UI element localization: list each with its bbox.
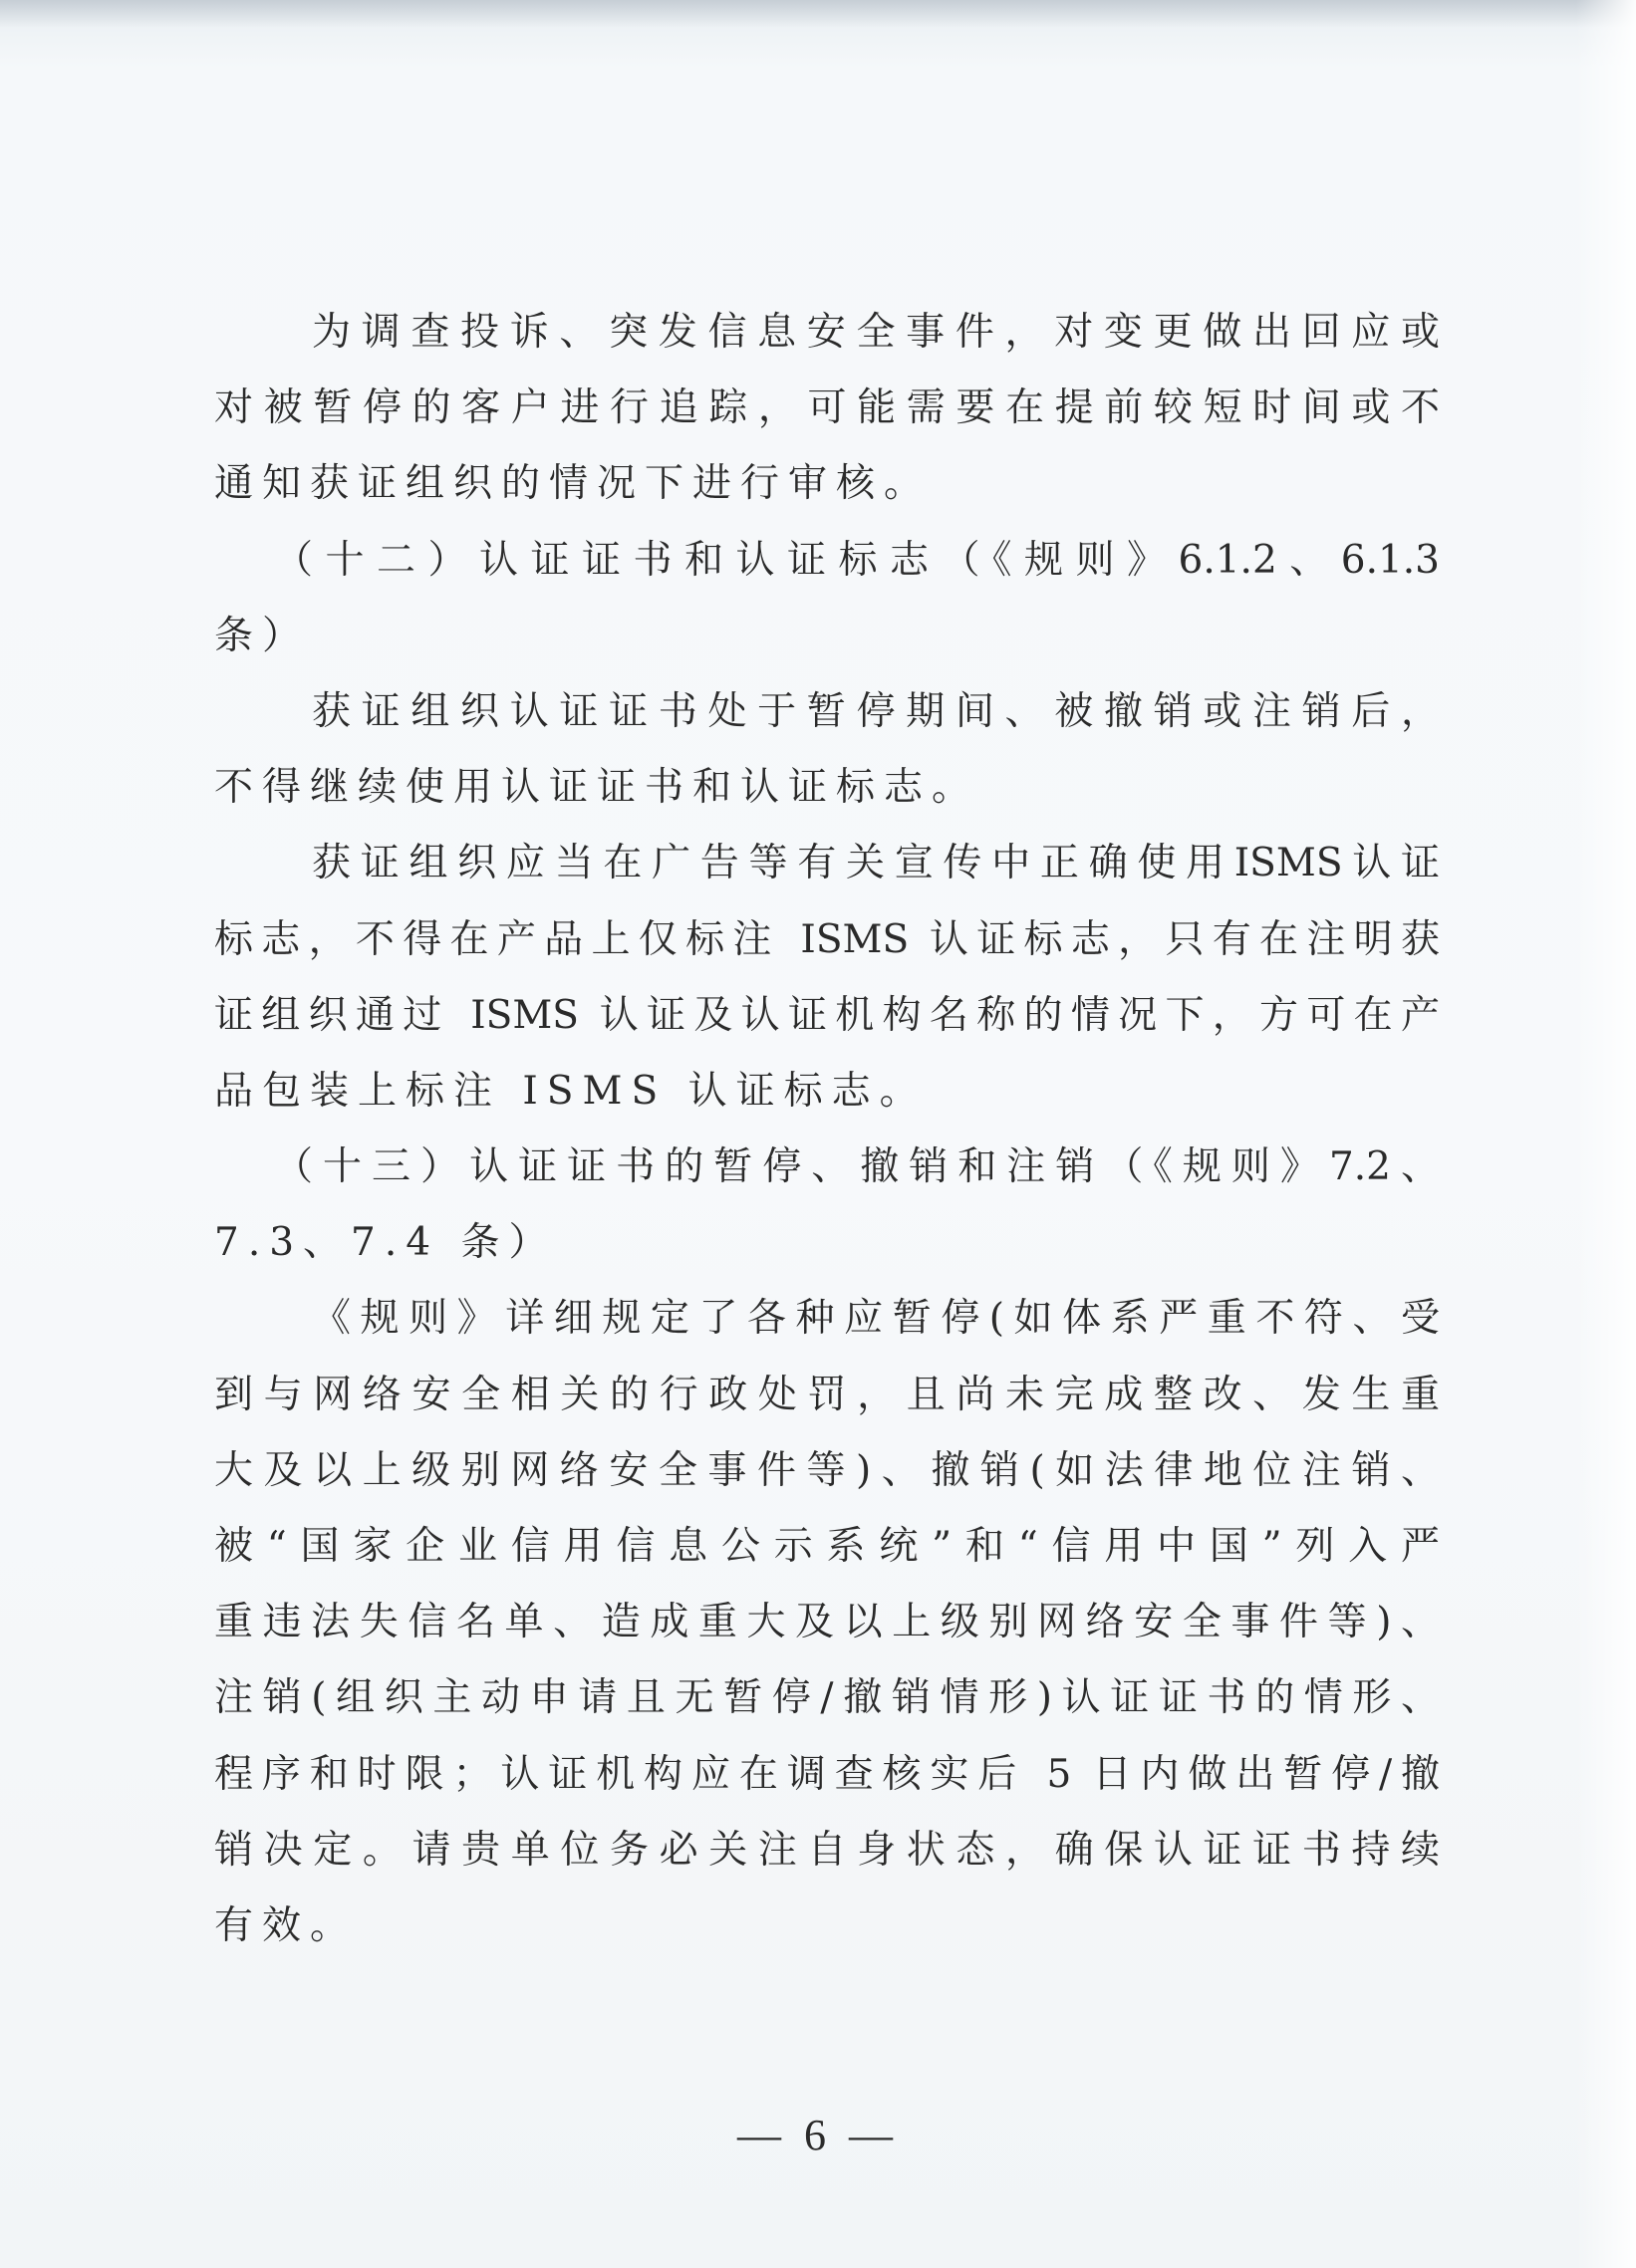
paragraph-certificate-use-restriction xyxy=(214,674,1440,826)
text-line: 被“国家企业信用信息公示系统”和“信用中国”列入严 xyxy=(214,1524,1440,1569)
heading-line: 条） xyxy=(214,613,311,658)
text-line: 不得继续使用认证证书和认证标志。 xyxy=(214,765,980,811)
page-number: — 6 — xyxy=(737,2111,899,2159)
document-body xyxy=(214,295,1440,1964)
paragraph-investigation-audit xyxy=(214,295,1440,523)
text-line: 对被暂停的客户进行追踪，可能需要在提前较短时间或不 xyxy=(214,385,1440,431)
section-heading-12 xyxy=(214,523,1440,674)
text-line: 证组织通过 ISMS 认证及认证机构名称的情况下，方可在产 xyxy=(214,992,1440,1038)
heading-line: 7.3、7.4 条） xyxy=(214,1220,557,1266)
text-line: 注销(组织主动申请且无暂停/撤销情形)认证证书的情形、 xyxy=(214,1675,1440,1721)
text-line: 通知获证组织的情况下进行审核。 xyxy=(214,461,933,507)
text-line: 获证组织认证证书处于暂停期间、被撤销或注销后， xyxy=(312,688,1440,734)
paragraph-isms-mark-usage xyxy=(214,826,1440,1130)
text-line: 重违法失信名单、造成重大及以上级别网络安全事件等)、 xyxy=(214,1600,1440,1645)
heading-line: （十三）认证证书的暂停、撤销和注销（《规则》7.2、 xyxy=(274,1144,1440,1190)
text-line: 标志，不得在产品上仅标注 ISMS 认证标志，只有在注明获 xyxy=(214,916,1440,962)
text-line: 品包装上标注 ISMS 认证标志。 xyxy=(214,1068,928,1114)
heading-line: （十二）认证证书和认证标志（《规则》6.1.2、6.1.3 xyxy=(274,537,1440,583)
text-line: 《规则》详细规定了各种应暂停(如体系严重不符、受 xyxy=(312,1296,1440,1342)
text-line: 程序和时限；认证机构应在调查核实后 5 日内做出暂停/撤 xyxy=(214,1751,1440,1797)
text-line: 销决定。请贵单位务必关注自身状态，确保认证证书持续 xyxy=(214,1827,1440,1873)
scan-edge-top xyxy=(0,0,1636,28)
paragraph-suspension-revocation-rules xyxy=(214,1281,1440,1964)
text-line: 有效。 xyxy=(214,1902,359,1948)
text-line: 获证组织应当在广告等有关宣传中正确使用ISMS认证 xyxy=(312,841,1440,886)
scan-edge-right xyxy=(1576,0,1636,2268)
text-line: 为调查投诉、突发信息安全事件，对变更做出回应或 xyxy=(312,310,1440,355)
text-line: 到与网络安全相关的行政处罚，且尚未完成整改、发生重 xyxy=(214,1372,1440,1417)
text-line: 大及以上级别网络安全事件等)、撤销(如法律地位注销、 xyxy=(214,1447,1440,1493)
section-heading-13 xyxy=(214,1130,1440,1281)
